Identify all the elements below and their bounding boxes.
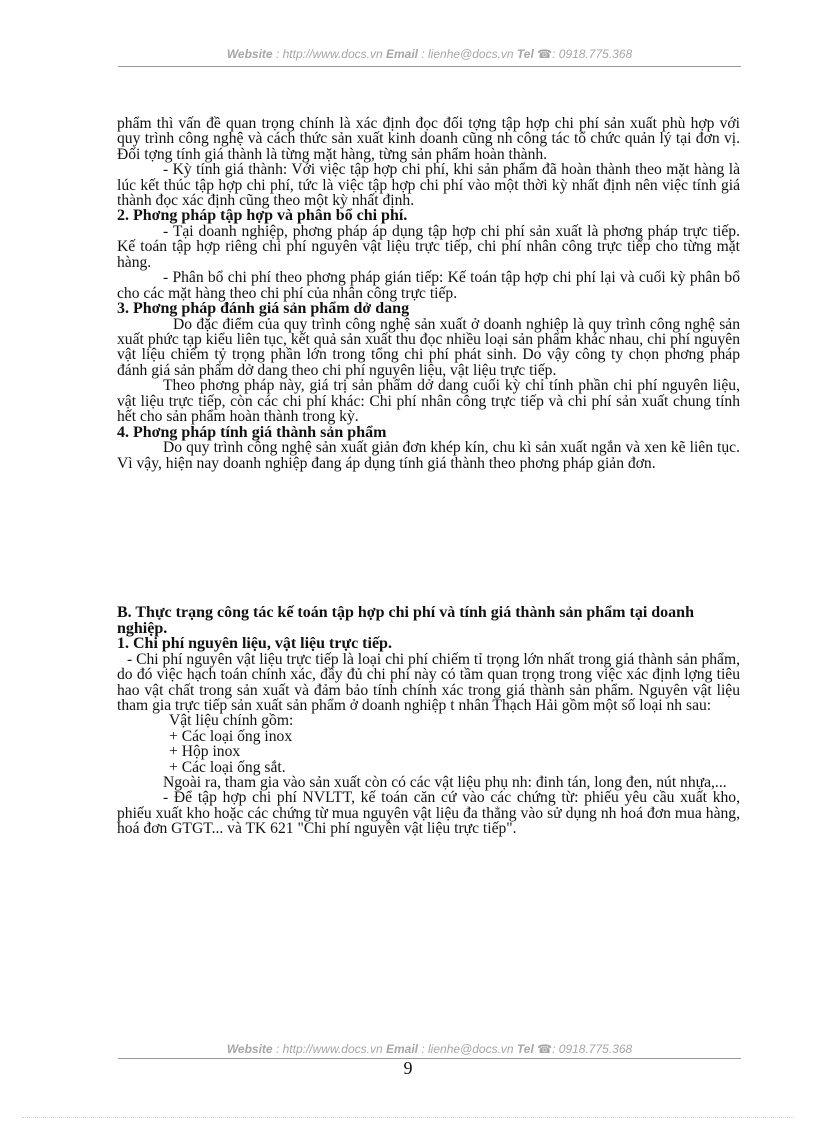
chapter-title: B. Thực trạng công tác kế toán tập hợp chi phí và tính giá thành sản phẩm tại doanh nghiệp.: [117, 603, 694, 637]
email-label: Email: [386, 1042, 419, 1056]
section-heading: 4. Phơng pháp tính giá thành sản phẩm: [117, 423, 387, 441]
document-body: [117, 116, 740, 837]
spacer: [117, 471, 740, 605]
page-number: 9: [403, 1058, 413, 1078]
website-label: Website: [226, 1042, 273, 1056]
paragraph: Ngoài ra, tham gia vào sản xuất còn có các vật liệu phụ nh: đinh tán, long đen, nút nhựa,...: [163, 773, 727, 791]
phone-number: ☎: 0918.775.368: [533, 1042, 633, 1056]
website-label: Website: [226, 47, 273, 61]
paragraph: phẩm thì vấn đề quan trọng chính là xác định đọc đối tợng tập hợp chi phí sản xuất phù hợp với quy trình công nghệ và cách thức sản xuất kinh doanh cũng nh công tác tổ chức quản lý tại đơn vị. Đối tợng tính giá thành là từng mặt hàng, từng sản phẩm hoàn thành.: [117, 115, 740, 163]
section-heading: 3. Phơng pháp đánh giá sản phẩm dở dang: [117, 300, 410, 318]
phone-number: ☎: 0918.775.368: [533, 47, 633, 61]
paragraph: - Kỳ tính giá thành: Với việc tập hợp chi phí, khi sản phẩm đã hoàn thành theo mặt hàng là lúc kết thúc tập hợp chi phí, tức là việc tập hợp chi phí vào một thời kỳ nhất định nên việc tính giá thành đọc xác định cũng theo một kỳ nhất định.: [117, 161, 740, 210]
tel-label: Tel: [516, 47, 534, 61]
list-item: + Các loại ống inox: [169, 727, 293, 745]
email-address[interactable]: : lienhe@docs.vn: [418, 1042, 517, 1056]
page-footer-header: [118, 1042, 741, 1056]
email-label: Email: [386, 47, 419, 61]
paragraph: - Phân bổ chi phí theo phơng pháp gián tiếp: Kế toán tập hợp chi phí lại và cuối kỳ phân bổ cho các mặt hàng theo chi phí của nhân công trực tiếp.: [117, 269, 740, 302]
email-address[interactable]: : lienhe@docs.vn: [418, 47, 517, 61]
page-header: [118, 47, 741, 61]
paragraph: Do quy trình công nghệ sản xuất giản đơn khép kín, chu kì sản xuất ngắn và xen kẽ liên tục. Vì vậy, hiện nay doanh nghiệp đang áp dụng tính giá thành theo phơng pháp giản đơn.: [117, 439, 740, 472]
list-title: Vật liệu chính gồm:: [169, 712, 294, 730]
paragraph: Theo phơng pháp này, giá trị sản phẩm dở dang cuối kỳ chỉ tính phần chi phí nguyên liệu, vật liệu trực tiếp, còn các chi phí khác: Chi phí nhân công trực tiếp và chi phí sản xuất chung tính hết cho sản phẩm hoàn thành trong kỳ.: [117, 377, 740, 426]
paragraph: - Tại doanh nghiệp, phơng pháp áp dụng tập hợp chi phí sản xuất là phơng pháp trực tiếp. Kế toán tập hợp riêng chi phí nguyên vật liệu trực tiếp, chi phí nhân công trực tiếp cho từng mặt hàng.: [117, 223, 740, 271]
list-item: + Hộp inox: [169, 743, 241, 761]
section-heading: 2. Phơng pháp tập hợp và phân bổ chi phí.: [117, 207, 408, 225]
section-heading: 1. Chi phí nguyên liệu, vật liệu trực tiếp.: [117, 635, 392, 653]
paragraph: Do đặc điểm của quy trình công nghệ sản xuất ở doanh nghiệp là quy trình công nghệ sản xuất phức tạp kiểu liên tục, kết quả sản xuất thu đọc nhiều loại sản phẩm khác nhau, chi phí nguyên vật liệu chiếm tỷ trọng phần lớn trong tổng chi phí phát sinh. Do vậy công ty chọn phơng pháp đánh giá sản phẩm dở dang theo chi phí nguyên liệu, vật liệu trực tiếp.: [117, 315, 740, 379]
list-item: + Các loại ống sắt.: [169, 758, 286, 776]
header-rule: [118, 66, 741, 67]
website-url[interactable]: : http://www.docs.vn: [272, 47, 386, 61]
paragraph: - Để tập hợp chi phí NVLTT, kế toán căn cứ vào các chứng từ: phiếu yêu cầu xuất kho, phiếu xuất kho hoặc các chứng từ mua nguyên vật liệu đa thẳng vào sử dụng nh hoá đơn mua hàng, hoá đơn GTGT... và TK 621 "Chi phí nguyên vật liệu trực tiếp".: [117, 789, 740, 838]
page-bottom-dotted-line: [22, 1117, 794, 1118]
tel-label: Tel: [516, 1042, 534, 1056]
website-url[interactable]: : http://www.docs.vn: [272, 1042, 386, 1056]
paragraph: - Chi phí nguyên vật liệu trực tiếp là loại chi phí chiếm tỉ trọng lớn nhất trong giá thành sản phẩm, do đó việc hạch toán chính xác, đầy đủ chi phí này có tầm quan trọng trong việc xác định lợng tiêu hao vật chất trong sản xuất và đảm bảo tính chính xác trong giá thành sản phẩm. Nguyên vật liệu tham gia trực tiếp sản xuất sản phẩm ở doanh nghiệp t nhân Thạch Hải gồm một số loại nh sau:: [117, 650, 740, 714]
